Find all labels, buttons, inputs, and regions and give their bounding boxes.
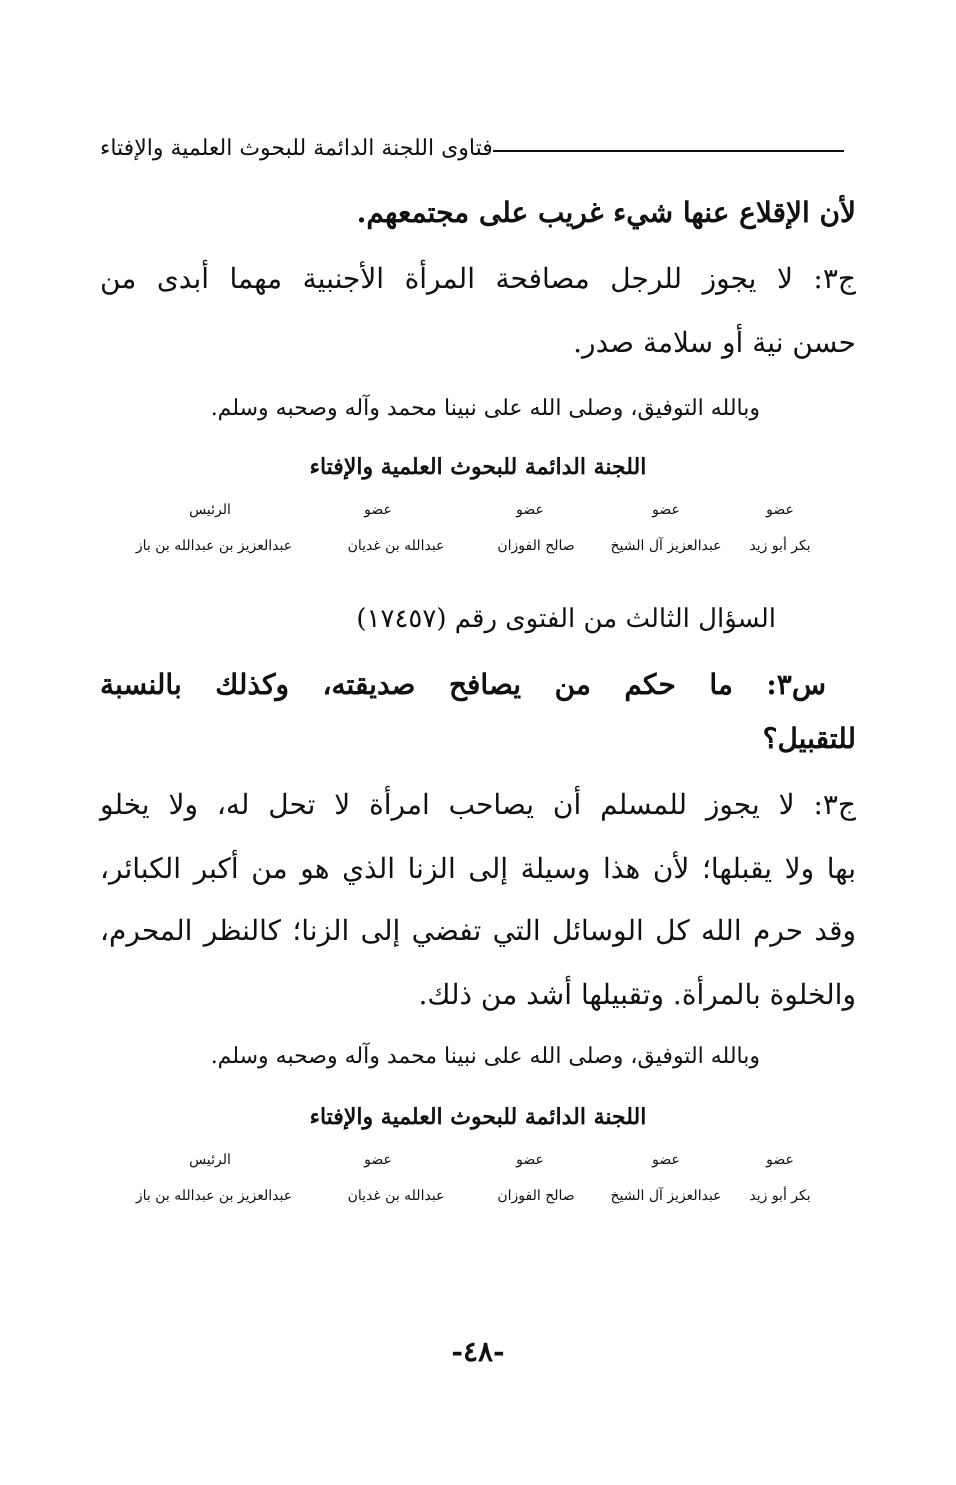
signature-role: الرئيس	[189, 502, 231, 518]
signature-name: عبدالعزيز بن عبدالله بن باز	[135, 538, 293, 554]
signature-role: عضو	[364, 1152, 392, 1168]
signature-name: صالح الفوزان	[497, 538, 575, 554]
answer-line-3: وقد حرم الله كل الوسائل التي تفضي إلى الزنا؛ كالنظر المحرم،	[100, 914, 856, 947]
signature-name: بكر أبو زيد	[749, 538, 811, 554]
answer-line-2: بها ولا يقبلها؛ لأن هذا وسيلة إلى الزنا الذي هو من أكبر الكبائر،	[100, 852, 856, 885]
continuation-line: لأن الإقلاع عنها شيء غريب على مجتمعهم.	[356, 196, 856, 229]
signature-role: عضو	[766, 502, 794, 518]
closing-prayer: وبالله التوفيق، وصلى الله على نبينا محمد وآله وصحبه وسلم.	[210, 396, 760, 421]
signature-name: بكر أبو زيد	[749, 1188, 811, 1204]
signature-roles	[108, 1152, 828, 1180]
signature-name: عبدالعزيز آل الشيخ	[610, 538, 722, 554]
committee-name: اللجنة الدائمة للبحوث العلمية والإفتاء	[309, 454, 647, 480]
closing-prayer: وبالله التوفيق، وصلى الله على نبينا محمد وآله وصحبه وسلم.	[210, 1044, 760, 1069]
signature-name: عبدالعزيز بن عبدالله بن باز	[135, 1188, 293, 1204]
answer-line-1: ج٣: لا يجوز للمسلم أن يصاحب امرأة لا تحل له، ولا يخلو	[100, 788, 856, 821]
running-header	[100, 128, 856, 168]
header-rule	[493, 150, 844, 152]
committee-name: اللجنة الدائمة للبحوث العلمية والإفتاء	[309, 1104, 647, 1130]
signature-role: عضو	[364, 502, 392, 518]
question-3-line-2: للتقبيل؟	[762, 722, 856, 755]
signature-role: عضو	[516, 1152, 544, 1168]
signature-role: عضو	[516, 502, 544, 518]
question-3-line-1: س٣: ما حكم من يصافح صديقته، وكذلك بالنسبة	[100, 668, 826, 701]
question-heading: السؤال الثالث من الفتوى رقم (١٧٤٥٧)	[356, 604, 776, 634]
signature-name: عبدالعزيز آل الشيخ	[610, 1188, 722, 1204]
running-header-title: فتاوى اللجنة الدائمة للبحوث العلمية والإفتاء	[100, 135, 493, 161]
signature-name: عبدالله بن غديان	[347, 538, 445, 554]
signature-role: الرئيس	[189, 1152, 231, 1168]
signature-names	[108, 1188, 828, 1216]
answer-line-4: والخلوة بالمرأة. وتقبيلها أشد من ذلك.	[418, 978, 856, 1011]
signature-name: عبدالله بن غديان	[347, 1188, 445, 1204]
page-number: -٤٨-	[451, 1335, 505, 1368]
signature-names	[108, 538, 828, 566]
signature-name: صالح الفوزان	[497, 1188, 575, 1204]
signature-block	[108, 1152, 828, 1216]
signature-block	[108, 502, 828, 566]
signature-role: عضو	[652, 1152, 680, 1168]
answer-3-line-1: ج٣: لا يجوز للرجل مصافحة المرأة الأجنبية مهما أبدى من	[100, 262, 856, 295]
signature-role: عضو	[766, 1152, 794, 1168]
signature-roles	[108, 502, 828, 530]
answer-3-line-2: حسن نية أو سلامة صدر.	[573, 326, 856, 359]
signature-role: عضو	[652, 502, 680, 518]
